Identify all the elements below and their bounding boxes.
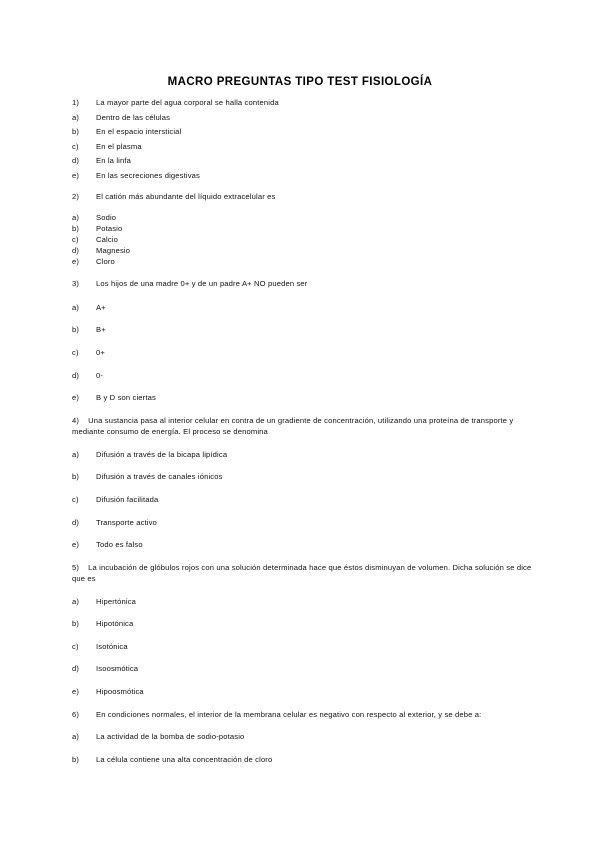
option-text: B y D son ciertas [96, 393, 156, 402]
option-letter: a) [72, 450, 80, 459]
question-number: 3) [72, 279, 80, 288]
option-text: Difusión a través de canales iónicos [96, 472, 223, 481]
question-5 [72, 563, 532, 584]
option-letter: e) [72, 687, 80, 696]
option-letter: a) [72, 597, 80, 606]
option-text: En la linfa [96, 156, 131, 165]
question-number: 5) [72, 563, 80, 572]
question-number: 6) [72, 710, 80, 719]
question-text: En condiciones normales, el interior de la membrana celular es negativo con respecto al exterior, y se debe a: [96, 710, 482, 719]
option-letter: b) [72, 619, 80, 628]
option-text: Calcio [96, 235, 119, 244]
option-letter: d) [72, 518, 80, 527]
question-number: 2) [72, 192, 80, 201]
option-text: Magnesio [96, 246, 131, 255]
option-letter: c) [72, 495, 79, 504]
option-text: En las secreciones digestivas [96, 171, 200, 180]
option-text: Cloro [96, 257, 115, 266]
option-letter: b) [72, 127, 80, 136]
option-letter: e) [72, 171, 80, 180]
page-title: MACRO PREGUNTAS TIPO TEST FISIOLOGÍA [167, 76, 433, 88]
option-letter: c) [72, 142, 79, 151]
option-letter: c) [72, 235, 79, 244]
option-letter: d) [72, 664, 80, 673]
option-letter: b) [72, 472, 80, 481]
option-text: La actividad de la bomba de sodio-potasio [96, 732, 245, 741]
option-text: Difusión a través de la bicapa lipídica [96, 450, 228, 459]
option-letter: a) [72, 213, 80, 222]
option-text: Sodio [96, 213, 117, 222]
option-text: Hipertónica [96, 597, 137, 606]
question-number: 1) [72, 98, 80, 107]
option-text: Transporte activo [96, 518, 157, 527]
option-text: Potasio [96, 224, 123, 233]
option-letter: b) [72, 325, 80, 334]
option-text: 0- [96, 371, 104, 380]
question-text: El catión más abundante del líquido extracelular es [96, 192, 276, 201]
option-text: Difusión facilitada [96, 495, 159, 504]
option-text: Dentro de las células [96, 113, 171, 122]
option-letter: e) [72, 393, 80, 402]
option-letter: d) [72, 156, 80, 165]
option-text: Isotónica [96, 642, 128, 651]
option-letter: e) [72, 540, 80, 549]
option-text: A+ [96, 303, 106, 312]
question-number: 4) [72, 416, 80, 425]
question-text: Una sustancia pasa al interior celular en contra de un gradiente de concentración, utilizando una proteína de transporte y mediante consumo de energía. El proceso se denomina [72, 416, 514, 436]
option-letter: b) [72, 224, 80, 233]
question-text: La incubación de glóbulos rojos con una solución determinada hace que éstos disminuyan de volumen. Dicha solución se dice que es [72, 563, 532, 583]
option-text: La célula contiene una alta concentración de cloro [96, 755, 273, 764]
option-letter: d) [72, 371, 80, 380]
option-text: En el espacio intersticial [96, 127, 182, 136]
option-letter: c) [72, 642, 79, 651]
option-letter: d) [72, 246, 80, 255]
question-text: La mayor parte del agua corporal se halla contenida [96, 98, 279, 107]
option-text: En el plasma [96, 142, 142, 151]
question-4 [72, 416, 532, 437]
option-text: B+ [96, 325, 106, 334]
option-letter: a) [72, 303, 80, 312]
option-letter: a) [72, 732, 80, 741]
option-text: Isoosmótica [96, 664, 139, 673]
option-text: Hipotónica [96, 619, 134, 628]
question-text: Los hijos de una madre 0+ y de un padre A+ NO pueden ser [96, 279, 308, 288]
option-letter: b) [72, 755, 80, 764]
option-text: Hipoosmótica [96, 687, 144, 696]
option-letter: e) [72, 257, 80, 266]
option-letter: a) [72, 113, 80, 122]
option-text: 0+ [96, 348, 105, 357]
option-text: Todo es falso [96, 540, 143, 549]
option-letter: c) [72, 348, 79, 357]
